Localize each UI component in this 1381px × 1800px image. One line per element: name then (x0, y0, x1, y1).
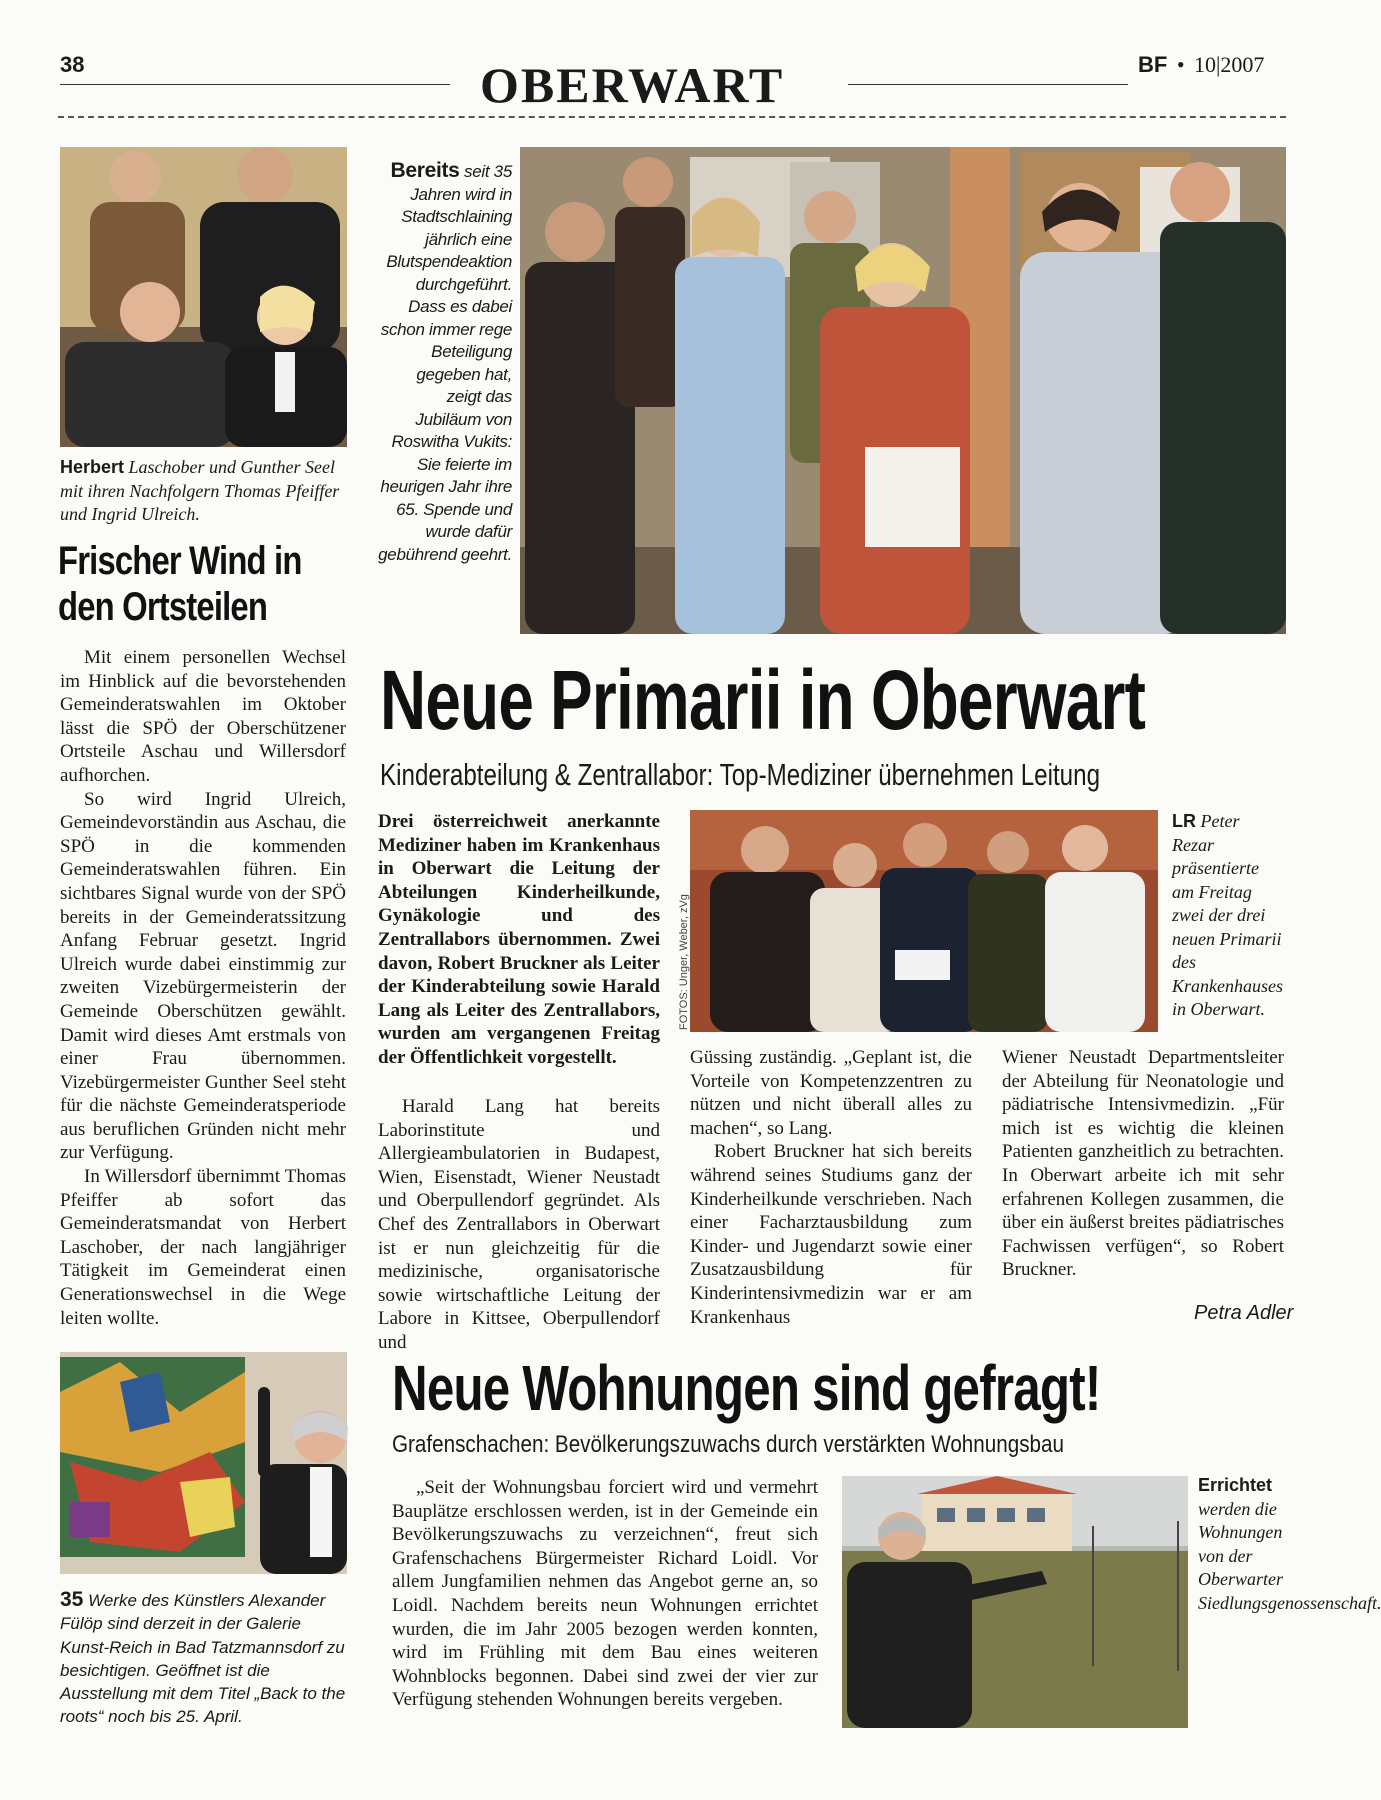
left-paragraph-2: So wird Ingrid Ulreich, Gemeindevorständin aus Aschau, die SPÖ in die kommenden Gemeinderatswahlen führen. Ein sichtbares Signal wurde von der SPÖ bereits in der Gemeinderatssitzung Anfang Februar gesetzt. Ingrid Ulreich wurde dabei einstimmig zur zweiten Vizebürgermeisterin der Gemeinde Oberschützen gewählt. Damit wird dieses Amt erstmals von einer Frau übernommen. Vizebürgermeister Gunther Seel steht für die nächste Gemeinderatsperiode aus beruflichen Gründen nicht mehr zur Verfügung. (60, 788, 346, 1164)
main-subheadline: Kinderabteilung & Zentrallabor: Top-Mediziner übernehmen Leitung (380, 757, 1101, 792)
doctors-photo (690, 810, 1158, 1032)
main-col-2 (690, 1046, 972, 1329)
header-rule-left (60, 84, 450, 85)
housing-subheadline: Grafenschachen: Bevölkerungszuwachs durch verstärkten Wohnungsbau (392, 1431, 1064, 1458)
gallery-caption-text: Werke des Künstlers Alexander Fülöp sind derzeit in der Galerie Kunst-Reich in Bad Tatzmannsdorf zu besichtigen. Geöffnet ist die Ausstellung mit dem Titel „Back to the roots“ noch bis 25. April. (60, 1591, 346, 1727)
housing-caption-lead: Errichtet (1198, 1475, 1273, 1495)
main-headline: Neue Primarii in Oberwart (380, 653, 1146, 747)
left-paragraph-1: Mit einem personellen Wechsel im Hinblick auf die bevorstehenden Gemeinderatswahlen im Oktober lässt die SPÖ der Oberschützener Ortsteile Aschau und Willersdorf aufhorchen. (60, 647, 346, 786)
publication-name: BF (1138, 52, 1168, 77)
gallery-photo (60, 1352, 347, 1574)
housing-photo-caption (1198, 1474, 1381, 1615)
council-photo-caption (60, 456, 350, 527)
housing-body-text: „Seit der Wohnungsbau forciert wird und vermehrt Bauplätze erschlossen werden, ist in der Gemeinde ein Bevölkerungszuwachs zu verzeichnen“, freut sich Grafenschachens Bürgermeister Richard Loidl. Vor allem Jungfamilien nehmen das Angebot gerne an, so Loidl. Nachdem bereits neun Wohnungen errichtet wurden, die im Jahr 2005 bezogen werden konnten, wird im Frühling mit dem Bau eines weiteren Wohnblocks begonnen. Dabei sind zwei der vier zur Verfügung stehenden Wohnungen bereits vergeben. (392, 1477, 818, 1711)
gallery-caption-lead: 35 (60, 1588, 84, 1611)
main-col-3 (1002, 1046, 1284, 1282)
header-divider (58, 116, 1286, 118)
photo-credit: FOTOS: Unger, Weber, zVg (678, 894, 690, 1030)
author: Petra Adler (1194, 1302, 1294, 1324)
blood-drive-photo (520, 147, 1286, 634)
caption-lead: Herbert (60, 457, 125, 477)
left-paragraph-3: In Willersdorf übernimmt Thomas Pfeiffer ab sofort das Gemeinderatsmandat von Herbert Laschober, der nach langjähriger Tätigkeit im Gemeinderat einen Generationswechsel in die Wege leiten wollte. (60, 1166, 346, 1329)
doctors-photo-caption (1172, 810, 1284, 1022)
housing-headline: Neue Wohnungen sind gefragt! (392, 1352, 1101, 1424)
housing-caption-text: werden die Wohnungen von der Oberwarter Siedlungsgenossenschaft. (1198, 1498, 1381, 1613)
housing-body (392, 1476, 818, 1712)
left-article-headline: Frischer Wind in den Ortsteilen (58, 539, 302, 629)
doctors-caption-lead: LR (1172, 811, 1196, 831)
left-article-body (60, 646, 346, 1330)
doctors-caption-text: Peter Rezar präsentierte am Freitag zwei der drei neuen Primarii des Krankenhauses in Oberwart. (1172, 811, 1283, 1019)
blood-drive-caption (378, 160, 512, 566)
blood-caption-text: seit 35 Jahren wird in Stadtschlaining jährlich eine Blutspendeaktion durchgeführt. Dass es dabei schon immer rege Beteiligung gegeben hat, zeigt das Jubiläum von Roswitha Vukits: Sie feierte im heurigen Jahr ihre 65. Spende und wurde dafür gebührend geehrt. (378, 162, 512, 564)
main-col-2b-text: Robert Bruckner hat sich bereits während seines Studiums ganz der Kinderheilkunde verschrieben. Nach einer Facharztausbildung zum Kinder- und Jugendarzt sowie einer Zusatzausbildung für Kinderintensivmedizin war er am Krankenhaus (690, 1141, 972, 1328)
issue-number: 10|2007 (1194, 52, 1265, 77)
housing-photo (842, 1476, 1188, 1728)
council-members-photo (60, 147, 347, 447)
main-col-1 (378, 1095, 660, 1355)
header-rule-right (848, 84, 1128, 85)
caption-text: Laschober und Gunther Seel mit ihren Nachfolgern Thomas Pfeiffer und Ingrid Ulreich. (60, 457, 340, 524)
main-col-3-text: Wiener Neustadt Departmentsleiter der Abteilung für Neonatologie und pädiatrische Intensivmedizin. „Für mich ist es wichtig die kleinen Patienten ganzheitlich zu betrachten. In Oberwart arbeite ich mit sehr erfahrenen Kollegen zusammen, die über ein äußerst breites pädiatrisches Fachwissen verfügen“, so Robert Bruckner. (1002, 1047, 1284, 1281)
publication-info: BF • 10|2007 (1138, 52, 1265, 77)
section-title: OBERWART (480, 57, 785, 113)
gallery-caption (60, 1588, 352, 1729)
blood-caption-lead: Bereits (390, 159, 460, 182)
main-lead: Drei österreichweit anerkannte Mediziner haben im Krankenhaus in Oberwart die Leitung der Abteilungen Kinderheilkunde, Gynäkologie und des Zentrallabors übernommen. Zwei davon, Robert Bruckner als Leiter der Kinderabteilung sowie Harald Lang als Leiter des Zentrallabors, wurden am vergangenen Freitag der Öffentlichkeit vorgestellt. (378, 811, 660, 1068)
main-col-2a-text: Güssing zuständig. „Geplant ist, die Vorteile von Kompetenzzentren zu nützen und nicht überall alles zu machen“, so Lang. (690, 1047, 972, 1139)
main-col-1-text: Harald Lang hat bereits Laborinstitute und Allergieambulatorien in Budapest, Wien, Eisenstadt, Wiener Neustadt und Oberpullendorf gegründet. Als Chef des Zentrallabors in Oberwart ist er nun gleichzeitig für die medizinische, organisatorische sowie wirtschaftliche Leitung der Labore in Kittsee, Oberpullendorf und (378, 1096, 660, 1353)
page-number: 38 (60, 52, 85, 77)
